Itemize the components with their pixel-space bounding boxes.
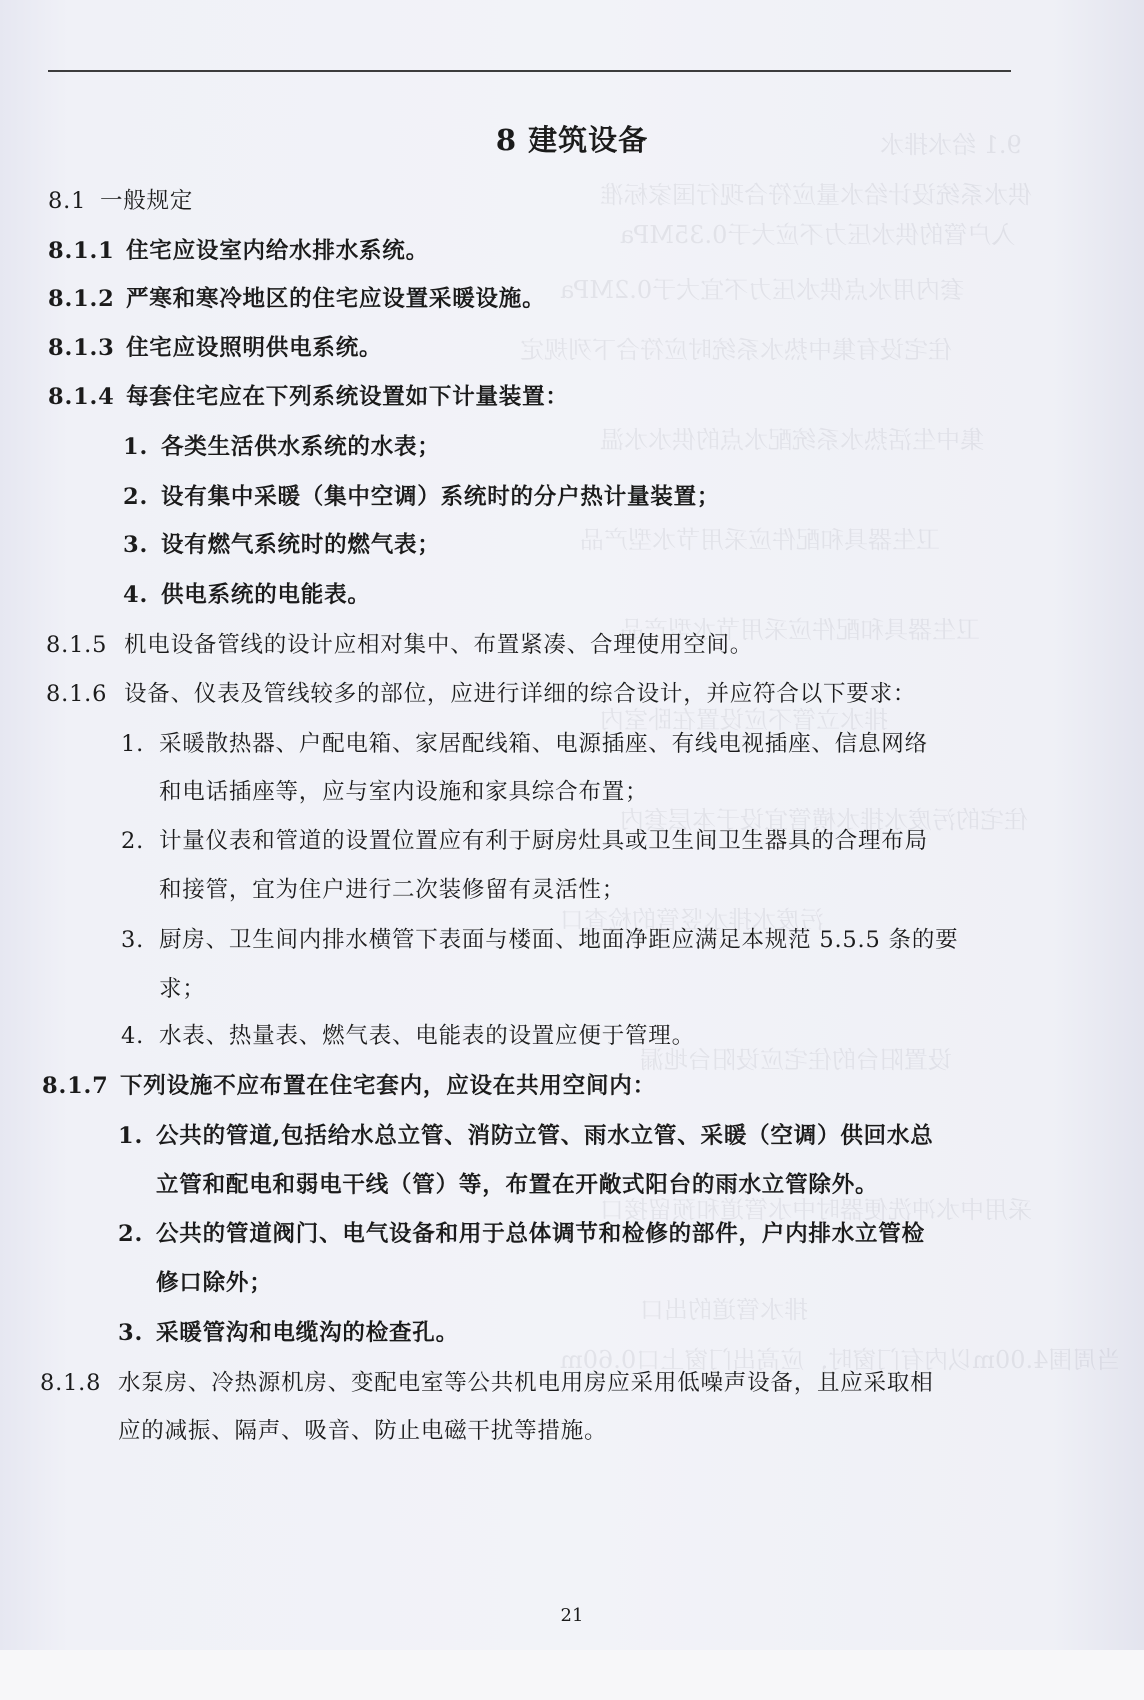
clause-number: 8.1.8 [40,1370,102,1396]
item-number: 2. [118,1221,144,1247]
item-continuation: 立管和配电和弱电干线（管）等，布置在开敞式阳台的雨水立管除外。 [156,1172,879,1198]
clause-number: 8.1.7 [42,1073,109,1099]
clause-8-1-3 [48,333,382,363]
list-item [118,1121,934,1151]
list-item [118,1318,459,1348]
page-number: 21 [560,1605,584,1626]
item-number: 3. [118,1320,144,1346]
section-number: 8.1 [48,188,87,214]
item-text: 厨房、卫生间内排水横管下表面与楼面、地面净距应满足本规范 5.5.5 条的要 [159,927,959,953]
clause-8-1-2 [48,284,545,314]
clause-text: 设备、仪表及管线较多的部位，应进行详细的综合设计，并应符合以下要求： [124,681,917,707]
clause-8-1-6 [46,679,916,709]
item-continuation: 修口除外； [156,1270,273,1296]
item-number: 2. [121,828,145,854]
clause-continuation: 应的减振、隔声、吸音、防止电磁干扰等措施。 [118,1418,608,1444]
item-text: 公共的管道阀门、电气设备和用于总体调节和检修的部件，户内排水立管检 [156,1221,925,1247]
scan-bottom-margin [0,1650,1144,1700]
list-item [118,1219,925,1249]
chapter-title: 8 建筑设备 [495,123,649,157]
clause-text: 严寒和寒冷地区的住宅应设置采暖设施。 [126,286,546,312]
clause-text: 机电设备管线的设计应相对集中、布置紧凑、合理使用空间。 [124,632,754,658]
item-text: 采暖管沟和电缆沟的检查孔。 [156,1320,459,1346]
section-heading [48,186,193,216]
item-number: 1. [121,731,145,757]
list-item [121,1021,695,1051]
clause-text: 下列设施不应布置在住宅套内，应设在共用空间内： [120,1073,656,1099]
item-text: 设有集中采暖（集中空调）系统时的分户热计量装置； [161,484,721,510]
list-item [123,482,720,512]
item-continuation: 和接管，宜为住户进行二次装修留有灵活性； [159,877,626,903]
list-item [123,580,371,610]
clause-8-1-1 [48,236,429,266]
list-item [121,925,958,955]
item-number: 4. [123,582,149,608]
clause-number: 8.1.5 [46,632,108,658]
item-text: 各类生活供水系统的水表； [161,434,441,460]
item-number: 1. [123,434,149,460]
clause-8-1-7 [42,1071,656,1101]
item-text: 计量仪表和管道的设置位置应有利于厨房灶具或卫生间卫生器具的合理布局 [159,828,928,854]
header-rule [48,70,1011,72]
item-number: 1. [118,1123,144,1149]
clause-number: 8.1.3 [48,335,115,361]
item-text: 供电系统的电能表。 [161,582,371,608]
list-item [123,432,441,462]
list-item [121,729,928,759]
item-number: 3. [123,532,149,558]
item-number: 3. [121,927,145,953]
clause-number: 8.1.1 [48,238,115,264]
clause-number: 8.1.6 [46,681,108,707]
clause-number: 8.1.4 [48,384,115,410]
item-text: 设有燃气系统时的燃气表； [161,532,441,558]
item-continuation: 和电话插座等，应与室内设施和家具综合布置； [159,779,649,805]
list-item [123,530,441,560]
clause-8-1-4 [48,382,569,412]
clause-8-1-8 [40,1368,934,1398]
clause-text: 每套住宅应在下列系统设置如下计量装置： [126,384,569,410]
section-title: 一般规定 [99,188,194,214]
item-text: 采暖散热器、户配电箱、家居配线箱、电源插座、有线电视插座、信息网络 [159,731,928,757]
item-text: 水表、热量表、燃气表、电能表的设置应便于管理。 [159,1023,695,1049]
item-continuation: 求； [159,976,206,1002]
clause-text: 住宅应设室内给水排水系统。 [126,238,429,264]
list-item [121,826,928,856]
clause-text: 住宅应设照明供电系统。 [126,335,383,361]
item-text: 公共的管道,包括给水总立管、消防立管、雨水立管、采暖（空调）供回水总 [156,1123,934,1149]
item-number: 2. [123,484,149,510]
clause-8-1-5 [46,630,753,660]
clause-text: 水泵房、冷热源机房、变配电室等公共机电用房应采用低噪声设备，且应采取相 [118,1370,934,1396]
item-number: 4. [121,1023,145,1049]
clause-number: 8.1.2 [48,286,115,312]
document-page: 9.1 给水排水 供水系统设计给水量应符合现行国家标准 入户管的供水压力不应大于0.35MPa 套内用水点供水压力不宜大于0.2MPa 住宅设有集中热水系统时应符合下列规定 集中生活热水系统配水点的供水水温 卫生器具和配件应采用节水型产品 卫生器具和配件应采用节水型产品 排水立管不应设置在卧室内 住宅的污废水排水横管宜设于本层套内 污废水排水竖管的检查口 设置阳台的住宅应设阳台地漏 采用中水冲洗便器时中水管道和预留接口 排水管道的出口 当周围4.00m以内有门窗时，应高出门窗上口0.60m 8 建筑设备 8.1 一般规定 8.1.1 住宅应设室内给水排水系统。 8.1.2 严寒和寒冷地区的住宅应设置采暖设施。 8.1.3 住宅应设照明供电系统。 8.1.4 每套住宅应在下列系统设置如下计量装置： 1. 各类生活供水系统的水表； 2. 设有集中采暖（集中空调）系统时的分户热计量装置； 3. 设有燃气系统时的燃气表； 4. 供电系统的电能表。 8.1.5 机电设备管线的设计应相对集中、布置紧凑、合理使用空间。 8.1.6 设备、仪表及管线较多的部位，应进行详细的综合设计，并应符合以下要求： 1. 采暖散热器、户配电箱、家居配线箱、电源插座、有线电视插座、信息网络 和电话插座等，应与室内设施和家具综合布置； 2. 计量仪表和管道的设置位置应有利于厨房灶具或卫生间卫生器具的合理布局 和接管，宜为住户进行二次装修留有灵活性； 3. 厨房、卫生间内排水横管下表面与楼面、地面净距应满足本规范 5.5.5 条的要 求； 4. 水表、热量表、燃气表、电能表的设置应便于管理。 8.1.7 下列设施不应布置在住宅套内，应设在共用空间内： 1. 公共的管道,包括给水总立管、消防立管、雨水立管、采暖（空调）供回水总 立管和配电和弱电干线（管）等，布置在开敞式阳台的雨水立管除外。 2. 公共的管道阀门、电气设备和用于总体调节和检修的部件，户内排水立管检 修口除外； 3. 采暖管沟和电缆沟的检查孔。 8.1.8 水泵房、冷热源机房、变配电室等公共机电用房应采用低噪声设备，且应采取相 应的减振、隔声、吸音、防止电磁干扰等措施。 21 [0,0,1144,1700]
